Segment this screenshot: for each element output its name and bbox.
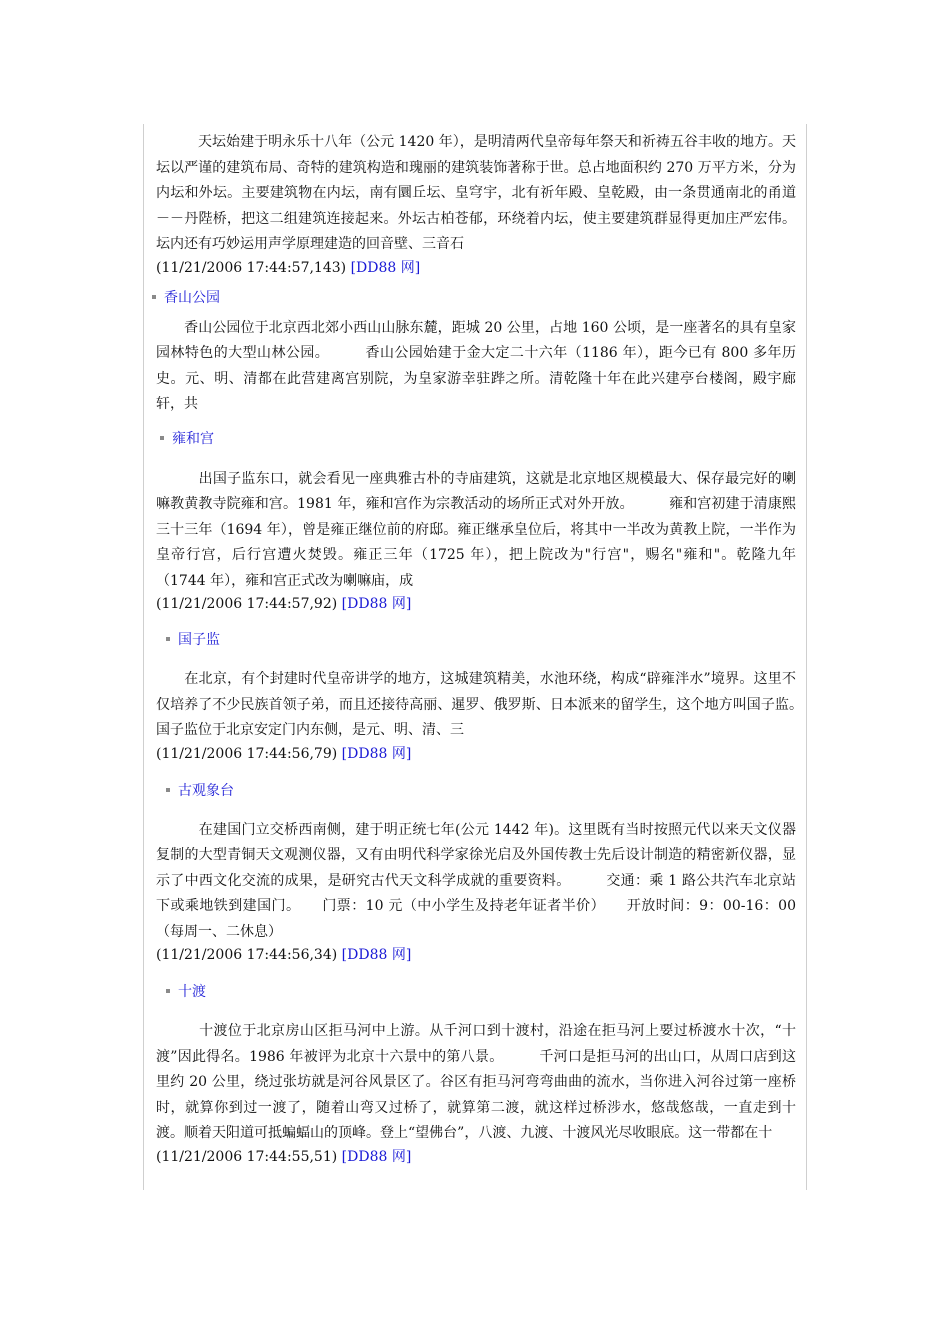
source-link[interactable]: [DD88 网]: [341, 947, 412, 963]
timestamp: (11/21/2006 17:44:57,92): [156, 596, 338, 612]
entry-text: 十渡位于北京房山区拒马河中上游。从千河口到十渡村，沿途在拒马河上要过桥渡水十次，“十渡”因此得名。1986 年被评为北京十六景中的第八景。 千河口是拒马河的出山口，从周口店到这里约 20 公里，绕过张坊就是河谷风景区了。谷区有拒马河弯弯曲曲的流水，当你进入河谷过第一座桥时，就算你到过一渡了，随着山弯又过桥了，就算第二渡，就这样过桥涉水，悠哉悠哉，一直走到十渡。顺着天阳道可抵蝙蝠山的顶峰。登上“望佛台”，八渡、九渡、十渡风光尽收眼底。这一带都在十: [156, 1023, 796, 1141]
entry-text: 出国子监东口，就会看见一座典雅古朴的寺庙建筑，这就是北京地区规模最大、保存最完好的喇嘛教黄教寺院雍和宫。1981 年，雍和宫作为宗教活动的场所正式对外开放。 雍和宫初建于清康熙三十三年（1694 年），曾是雍正继位前的府邸。雍正继承皇位后，将其中一半改为黄教上院，一半作为皇帝行宫，后行宫遭火焚毁。雍正三年（1725 年），把上院改为"行宫"，赐名"雍和"。乾隆九年（1744 年），雍和宫正式改为喇嘛庙，成: [156, 470, 796, 589]
bullet-icon: [152, 295, 156, 299]
entry-guguanxiangtai: [156, 781, 796, 966]
entry-guozijian: [156, 630, 852, 764]
entry-title[interactable]: [152, 288, 796, 308]
timestamp: (11/21/2006 17:44:56,34): [156, 947, 338, 963]
source-link[interactable]: [DD88 网]: [341, 745, 412, 762]
entry-text: 在建国门立交桥西南侧，建于明正统七年(公元 1442 年)。这里既有当时按照元代以来天文仪器复制的大型青铜天文观测仪器，又有由明代科学家徐光启及外国传教士先后设计制造的精密新仪器，显示了中西文化交流的成果，是研究古代天文科学成就的重要资料。 交通：乘 1 路公共汽车北京站下或乘地铁到建国门。 门票：10 元（中小学生及持老年证者半价） 开放时间：9：00-16：00（每周一、二休息）: [156, 821, 796, 940]
source-link[interactable]: [DD88 网]: [350, 259, 421, 276]
source-link[interactable]: [DD88 网]: [341, 1148, 412, 1165]
entry-text: 天坛始建于明永乐十八年（公元 1420 年），是明清两代皇帝每年祭天和祈祷五谷丰收的地方。天坛以严谨的建筑布局、奇特的建筑构造和瑰丽的建筑装饰著称于世。总占地面积约 270 万平方米，分为内坛和外坛。主要建筑物在内坛，南有圜丘坛、皇穹宇，北有祈年殿、皇乾殿，由一条贯通南北的甬道－－丹陛桥，把这二组建筑连接起来。外坛古柏苍郁，环绕着内坛，使主要建筑群显得更加庄严宏伟。坛内还有巧妙运用声学原理建造的回音壁、三音石: [156, 134, 796, 252]
timestamp: (11/21/2006 17:44:57,143): [156, 259, 347, 276]
entry-title-text[interactable]: 十渡: [178, 984, 206, 1000]
entry-title-text[interactable]: 香山公园: [164, 289, 220, 306]
entry-yonghegong: [156, 429, 796, 615]
entry-tiantan: [156, 130, 796, 278]
entry-title[interactable]: [166, 781, 796, 801]
entry-text: 香山公园位于北京西北郊小西山山脉东麓，距城 20 公里，占地 160 公顷，是一座著名的具有皇家园林特色的大型山林公园。 香山公园始建于金大定二十六年（1186 年），距今已有 800 多年历史。元、明、清都在此营建离宫别院，为皇家游幸驻跸之所。清乾隆十年在此兴建亭台楼阁，殿宇廊轩，共: [156, 319, 796, 412]
entry-title-text[interactable]: 国子监: [178, 632, 220, 648]
entry-shidu: [156, 982, 796, 1167]
bullet-icon: [166, 989, 170, 993]
bullet-icon: [166, 788, 170, 792]
entry-title[interactable]: [166, 630, 796, 650]
timestamp: (11/21/2006 17:44:56,79): [156, 745, 338, 762]
entry-meta: [156, 945, 796, 965]
timestamp: (11/21/2006 17:44:55,51): [156, 1148, 338, 1165]
entry-title[interactable]: [160, 429, 796, 449]
entry-xiangshan: [156, 288, 796, 418]
entry-meta: [156, 1147, 796, 1167]
entry-meta: [156, 744, 796, 764]
entry-text: 在北京，有个封建时代皇帝讲学的地方，这城建筑精美，水池环绕，构成“辟雍泮水”境界。这里不仅培养了不少民族首领子弟，而且还接待高丽、暹罗、俄罗斯、日本派来的留学生，这个地方叫国子监。 国子监位于北京安定门内东侧，是元、明、清、三: [156, 671, 852, 738]
entry-title[interactable]: [166, 982, 796, 1002]
entry-meta: [156, 594, 796, 614]
bullet-icon: [166, 637, 170, 641]
entry-title-text[interactable]: 雍和宫: [172, 430, 214, 447]
entry-meta: [156, 258, 796, 278]
source-link[interactable]: [DD88 网]: [341, 596, 412, 612]
article-list: [156, 130, 852, 1167]
entry-title-text[interactable]: 古观象台: [178, 782, 234, 799]
bullet-icon: [160, 436, 164, 440]
